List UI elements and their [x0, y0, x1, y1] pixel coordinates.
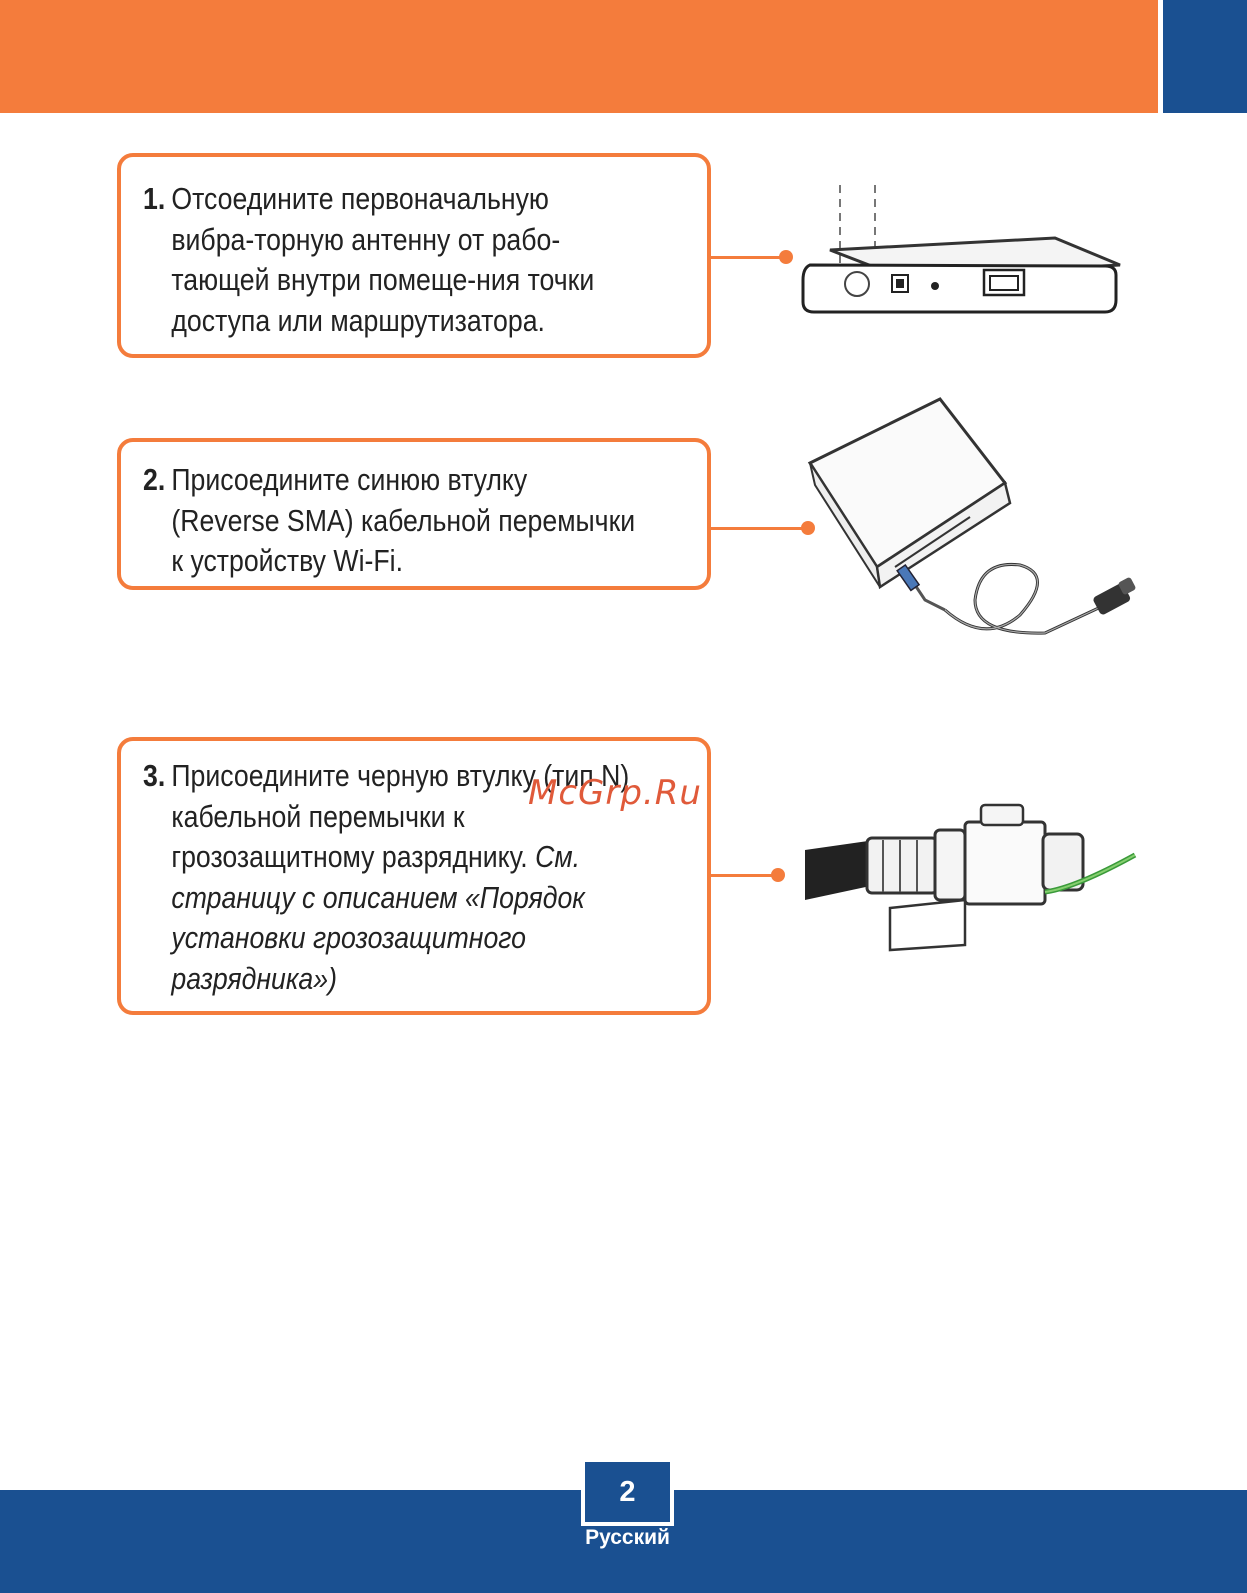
- header-blue-band: [1163, 0, 1247, 113]
- step-2-box: [117, 438, 711, 590]
- step-3-number: 3.: [143, 758, 166, 793]
- page-language: Русский: [585, 1526, 670, 1549]
- step-3-text: 3. Присоедините черную втулку (тип N) кабельной перемычки к грозозащитному разряднику. См. страницу с описанием «Порядок установки грозозащитного разрядника»): [143, 758, 630, 996]
- lightning-arrester-illustration: [805, 800, 1140, 960]
- watermark: McGrp.Ru: [528, 773, 702, 813]
- header-orange-band: [0, 0, 1158, 113]
- step-1-connector-dot: [779, 250, 793, 264]
- step-1-box: [117, 153, 711, 358]
- step-2-connector: [711, 527, 807, 530]
- step-2-text: 2. Присоедините синюю втулку (Reverse SMA) кабельной перемычки к устройству Wi-Fi.: [143, 462, 636, 578]
- step-3-connector-dot: [771, 868, 785, 882]
- step-3-connector: [711, 874, 778, 877]
- step-1-text: 1. Отсоедините первоначальную вибра-торную антенну от рабо- тающей внутри помеще-ния точки доступа или маршрутизатора.: [143, 181, 595, 338]
- step-2-number: 2.: [143, 462, 166, 497]
- access-point-illustration: [800, 180, 1135, 335]
- device-pigtail-illustration: [805, 395, 1145, 670]
- step-1-connector: [711, 256, 786, 259]
- page-number: 2: [581, 1458, 674, 1526]
- step-1-number: 1.: [143, 181, 166, 216]
